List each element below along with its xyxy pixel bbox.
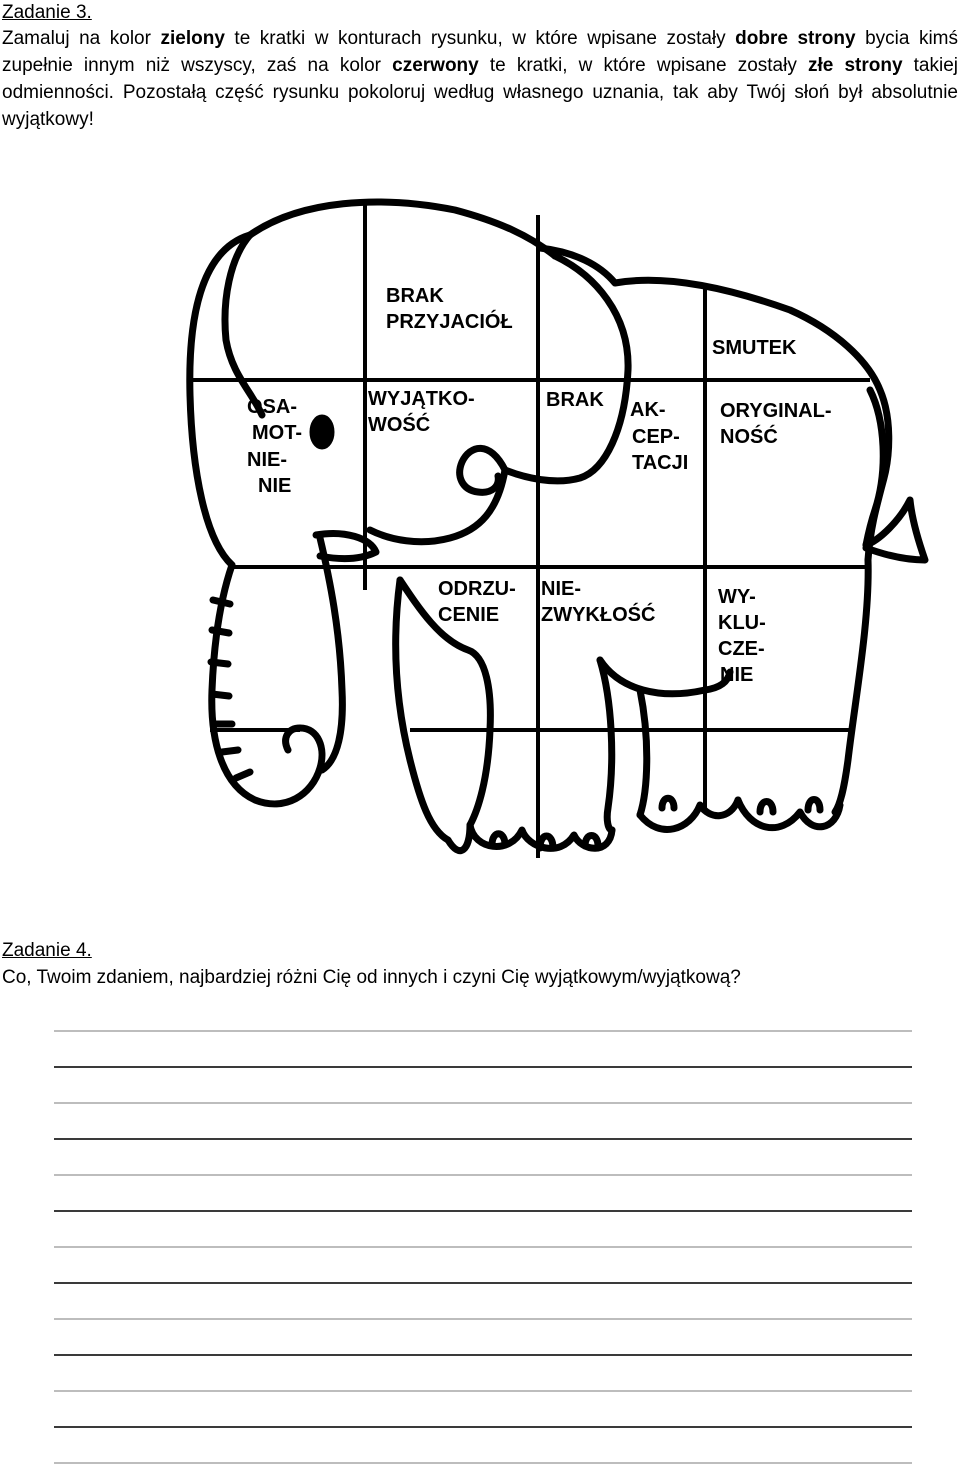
answer-line[interactable] xyxy=(54,1030,912,1032)
cell-label-line: MOT- xyxy=(252,422,302,444)
cell-label-line: KLU- xyxy=(718,612,766,634)
answer-line[interactable] xyxy=(54,1102,912,1104)
answer-line[interactable] xyxy=(54,1318,912,1320)
answer-line[interactable] xyxy=(54,1066,912,1068)
cell-label-line: AK- xyxy=(630,399,666,421)
answer-line[interactable] xyxy=(54,1282,912,1284)
cell-wykluczenie[interactable] xyxy=(718,586,766,686)
answer-line[interactable] xyxy=(54,1354,912,1356)
cell-label-line: BRAK xyxy=(386,285,444,307)
cell-niezwyklosc[interactable] xyxy=(541,578,655,626)
cell-label-line: WYJĄTKO- xyxy=(368,388,475,410)
instr-part-5: takiej odmienności. Pozostałą część rysunku pokoloruj według własnego uznania, tak aby Twój słoń był absolutnie wyjątkowy! xyxy=(2,55,958,130)
cell-label-line: TACJI xyxy=(632,452,689,474)
cell-label-line: CENIE xyxy=(438,604,500,626)
cell-label-line: NIE- xyxy=(541,578,581,600)
cell-label-line: WY- xyxy=(718,586,756,608)
bad-sides-phrase: złe strony xyxy=(807,55,903,76)
answer-line[interactable] xyxy=(54,1174,912,1176)
answer-line[interactable] xyxy=(54,1210,912,1212)
cell-label-line: WOŚĆ xyxy=(368,414,431,436)
cell-smutek[interactable] xyxy=(712,337,797,359)
cell-label-line: CZE- xyxy=(718,638,765,660)
answer-line[interactable] xyxy=(54,1138,912,1140)
task3-heading: Zadanie 3. xyxy=(2,2,92,23)
cell-wyjatkowosc[interactable] xyxy=(368,388,475,436)
color-red-word: czerwony xyxy=(392,55,479,76)
cell-label-line: PRZYJACIÓŁ xyxy=(386,311,513,333)
instr-part-1: Zamaluj na kolor xyxy=(2,28,161,49)
cell-label-line: NIE- xyxy=(247,449,287,471)
cell-label-line: ODRZU- xyxy=(438,578,516,600)
cell-label-line: OSA- xyxy=(247,396,297,418)
instr-part-2: te kratki w konturach rysunku, w które wpisane zostały xyxy=(224,28,736,49)
task4-question: Co, Twoim zdaniem, najbardziej różni Cię od innych i czyni Cię wyjątkowym/wyjątkową? xyxy=(2,967,741,988)
cell-oryginalnosc[interactable] xyxy=(720,400,831,448)
instr-part-4: te kratki, w które wpisane zostały xyxy=(478,55,808,76)
cell-odrzucenie[interactable] xyxy=(438,578,516,626)
answer-line[interactable] xyxy=(54,1462,912,1464)
answer-line[interactable] xyxy=(54,1426,912,1428)
cell-label-line: CEP- xyxy=(632,426,680,448)
cell-brak-przyjaciol[interactable] xyxy=(386,285,513,333)
cell-label-line: NOŚĆ xyxy=(720,426,778,448)
cell-label-line: NIE xyxy=(258,475,292,497)
answer-lines[interactable] xyxy=(54,1020,912,1460)
cell-osamotnienie[interactable] xyxy=(247,396,302,497)
cell-label-line: ORYGINAL- xyxy=(720,400,832,422)
answer-line[interactable] xyxy=(54,1246,912,1248)
good-sides-phrase: dobre strony xyxy=(735,28,856,49)
instr-part-3: bycia kimś zupełnie innym niż wszyscy, zaś na kolor xyxy=(2,28,959,76)
answer-line[interactable] xyxy=(54,1390,912,1392)
cell-label-line: SMUTEK xyxy=(712,337,797,359)
cell-label-line: BRAK xyxy=(546,389,604,411)
cell-label-line: ZWYKŁOŚĆ xyxy=(541,604,656,626)
color-green-word: zielony xyxy=(160,28,225,49)
elephant-outline xyxy=(190,202,925,851)
task4-heading: Zadanie 4. xyxy=(2,940,92,961)
cell-label-line: NIE xyxy=(720,664,754,686)
